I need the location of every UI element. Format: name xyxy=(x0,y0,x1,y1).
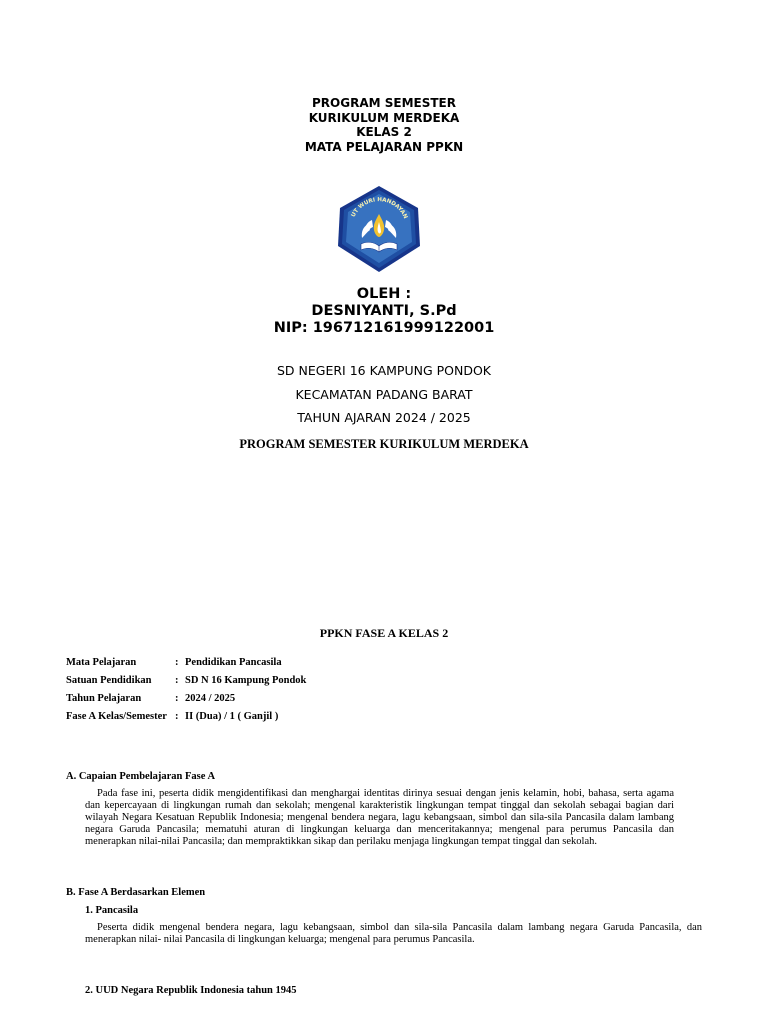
pancasila-paragraph: Peserta didik mengenal bendera negara, lagu kebangsaan, simbol dan sila-sila Pancasila dalam lambang negara Garuda Pancasila, dan menerapkan nilai- nilai Pancasila di lingkungan keluarga; mengenal para perumus Pancasila. xyxy=(85,922,702,945)
info-value: Pendidikan Pancasila xyxy=(185,657,282,668)
info-label: Satuan Pendidikan xyxy=(66,675,152,686)
school-name: SD NEGERI 16 KAMPUNG PONDOK xyxy=(277,363,491,378)
author-block xyxy=(0,286,768,337)
title-line: KELAS 2 xyxy=(356,125,412,139)
uud-heading: 2. UUD Negara Republik Indonesia tahun 1945 xyxy=(85,985,297,996)
info-row xyxy=(66,711,306,729)
oleh-label: OLEH : xyxy=(356,286,412,302)
author-nip: NIP: 196712161999122001 xyxy=(273,320,495,336)
info-value: SD N 16 Kampung Pondok xyxy=(185,675,307,686)
title-line: MATA PELAJARAN PPKN xyxy=(304,139,464,154)
section-b-heading: B. Fase A Berdasarkan Elemen xyxy=(66,887,206,898)
tut-wuri-handayani-logo xyxy=(334,184,424,274)
pancasila-heading: 1. Pancasila xyxy=(85,905,139,916)
info-row xyxy=(66,657,306,675)
info-colon: : xyxy=(175,675,179,686)
info-colon: : xyxy=(175,657,179,668)
section-a-heading: A. Capaian Pembelajaran Fase A xyxy=(66,771,216,782)
info-label: Fase A Kelas/Semester xyxy=(66,711,167,722)
author-name: DESNIYANTI, S.Pd xyxy=(311,303,457,319)
info-value: 2024 / 2025 xyxy=(185,693,236,704)
info-row xyxy=(66,675,306,693)
info-table xyxy=(66,657,306,729)
info-label: Tahun Pelajaran xyxy=(66,693,142,704)
school-year: TAHUN AJARAN 2024 / 2025 xyxy=(297,410,471,425)
fase-title: PPKN FASE A KELAS 2 xyxy=(319,626,449,640)
title-line: KURIKULUM MERDEKA xyxy=(308,110,460,125)
title-line: PROGRAM SEMESTER xyxy=(312,96,456,110)
logo-motto: UT WURI HANDAYAN xyxy=(350,197,409,220)
document-subtitle: PROGRAM SEMESTER KURIKULUM MERDEKA xyxy=(239,437,529,451)
info-colon: : xyxy=(175,711,179,722)
info-colon: : xyxy=(175,693,179,704)
info-label: Mata Pelajaran xyxy=(66,657,137,668)
document-title xyxy=(0,96,768,154)
section-a-paragraph: Pada fase ini, peserta didik mengidentifikasi dan menghargai identitas dirinya sesuai dengan jenis kelamin, hobi, bahasa, serta agama dan kepercayaan di lingkungan rumah dan sekolah; mengenal karakteristik lingkungan tempat tinggal dan sekolah sebagai bagian dari wilayah Negara Kesatuan Republik Indonesia; mengenal bendera negara, lagu kebangsaan, simbol dan sila-sila Pancasila dalam lambang negara Garuda Pancasila; mematuhi aturan di lingkungan keluarga dan menceritakannya; mengenal para perumus Pancasila dan menerapkan nilai-nilai Pancasila; dan mempraktikkan sikap dan perilaku menjaga lingkungan tempat tinggal dan sekolah. xyxy=(85,788,674,847)
info-value: II (Dua) / 1 ( Ganjil ) xyxy=(185,711,279,722)
school-district: KECAMATAN PADANG BARAT xyxy=(295,387,473,402)
info-row xyxy=(66,693,306,711)
